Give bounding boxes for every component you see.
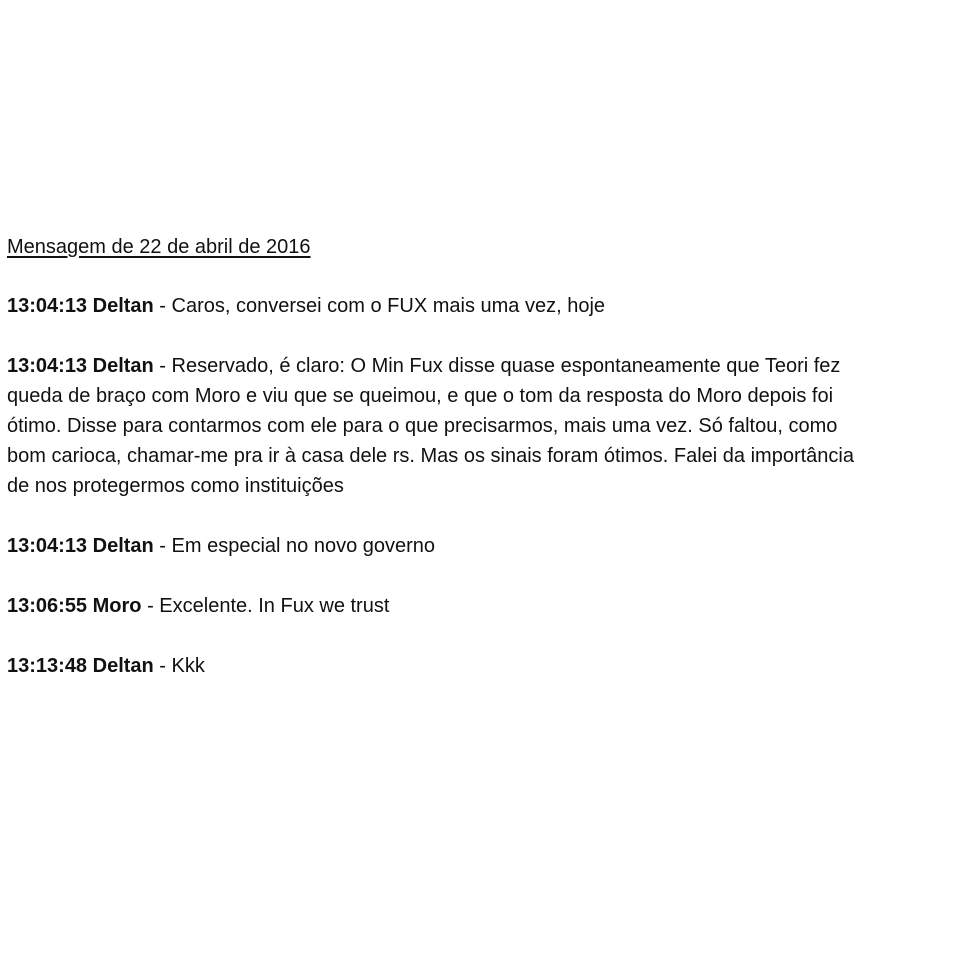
message-separator: -: [153, 655, 172, 677]
message-text-line-1: [7, 351, 952, 381]
message-separator: -: [153, 535, 172, 557]
message-time: 13:04:13: [7, 355, 88, 377]
message-sender: Moro: [92, 595, 142, 617]
message-text: Em especial no novo governo: [171, 535, 436, 557]
message-separator: -: [141, 595, 160, 617]
message-text-line-2: queda de braço com Moro e viu que se queimou, e que o tom da resposta do Moro depois foi: [7, 385, 834, 407]
message-4: [7, 591, 952, 621]
message-text-line-3: ótimo. Disse para contarmos com ele para o que precisarmos, mais uma vez. Só faltou, como: [7, 415, 838, 437]
message-sender: Deltan: [92, 295, 154, 317]
message-text-line-5: de nos protegermos como instituições: [7, 475, 344, 497]
message-2: [7, 351, 952, 501]
message-text: Excelente. In Fux we trust: [159, 595, 390, 617]
message-text: Reservado, é claro: O Min Fux disse quase espontaneamente que Teori fez: [171, 355, 841, 377]
message-time: 13:13:48: [7, 655, 88, 677]
message-5: [7, 651, 952, 681]
document-page: [7, 233, 952, 711]
message-time: 13:04:13: [7, 295, 88, 317]
document-heading: Mensagem de 22 de abril de 2016: [7, 236, 311, 258]
message-1: [7, 291, 952, 321]
message-text: Caros, conversei com o FUX mais uma vez, hoje: [171, 295, 606, 317]
message-sender: Deltan: [92, 535, 154, 557]
message-sender: Deltan: [92, 655, 154, 677]
message-time: 13:06:55: [7, 595, 88, 617]
message-separator: -: [153, 355, 172, 377]
message-time: 13:04:13: [7, 535, 88, 557]
message-sender: Deltan: [92, 355, 154, 377]
message-text: Kkk: [171, 655, 205, 677]
message-text-line-4: bom carioca, chamar-me pra ir à casa dele rs. Mas os sinais foram ótimos. Falei da importância: [7, 445, 854, 467]
message-3: [7, 531, 952, 561]
message-separator: -: [153, 295, 172, 317]
